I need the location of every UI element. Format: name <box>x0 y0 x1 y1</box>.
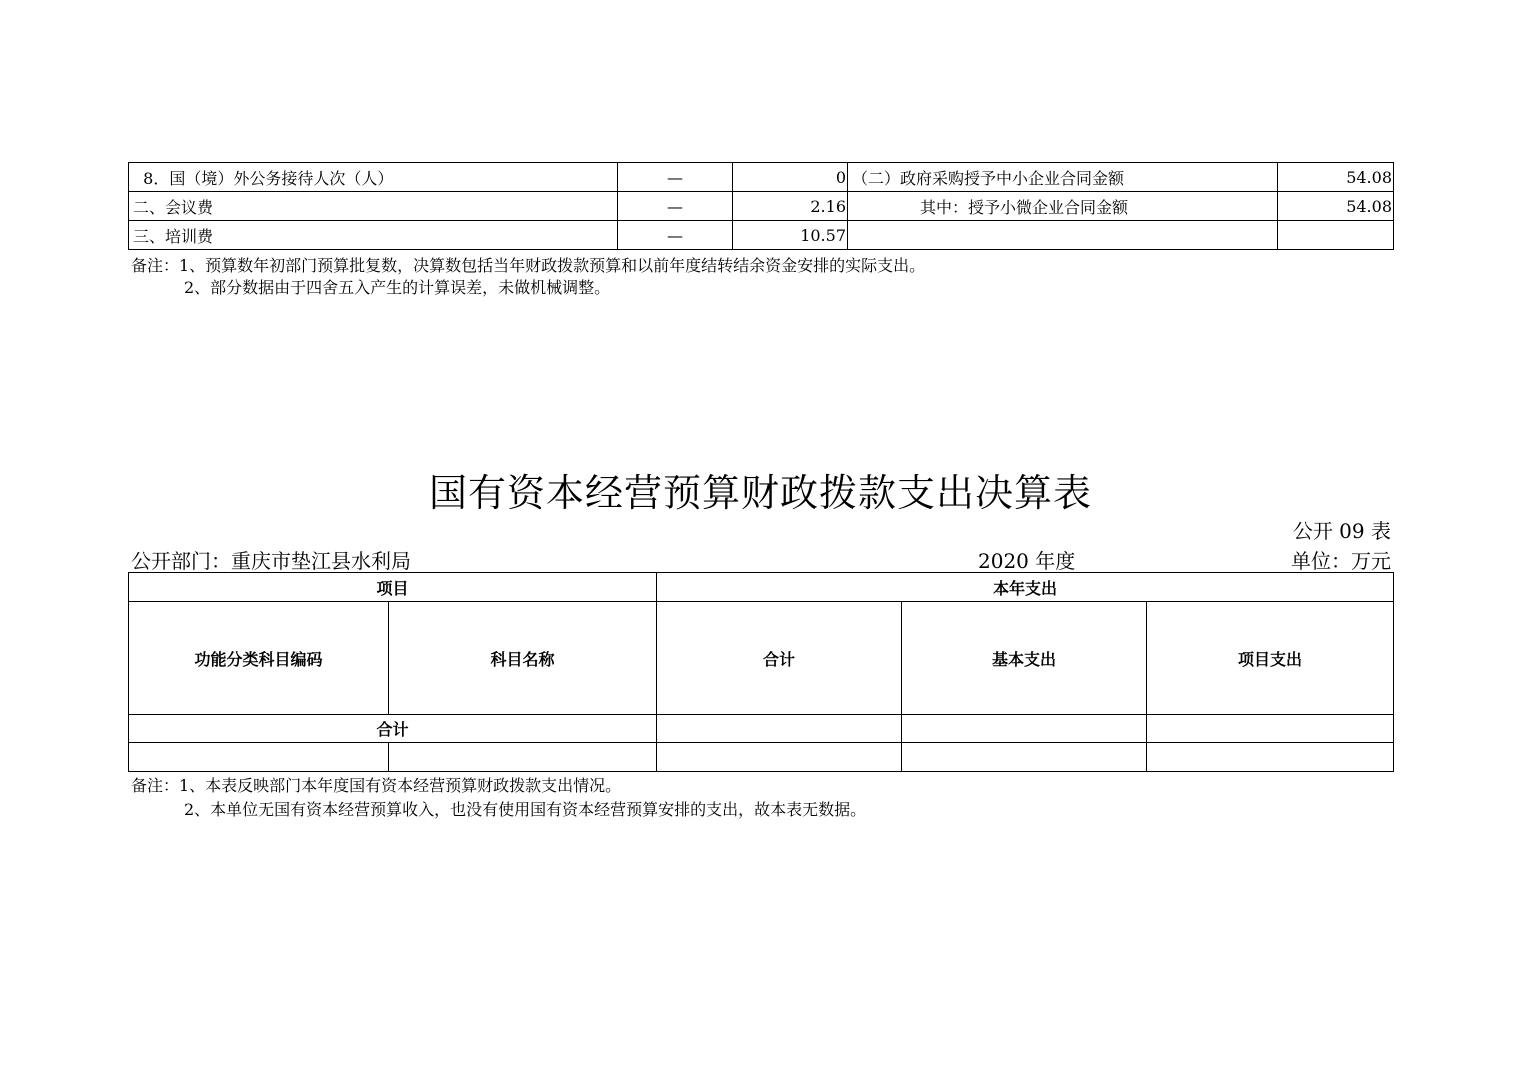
right-label: （二）政府采购授予中小企业合同金额 <box>848 163 1278 192</box>
col-basic: 基本支出 <box>902 602 1147 715</box>
column-header-row <box>129 602 1394 715</box>
empty-cell <box>657 743 902 772</box>
total-row <box>129 715 1394 743</box>
budget-dash: — <box>618 163 733 192</box>
table-row <box>129 192 1394 221</box>
empty-cell <box>902 743 1147 772</box>
header-row <box>129 573 1394 602</box>
empty-cell <box>389 743 657 772</box>
right-value: 54.08 <box>1278 163 1394 192</box>
row-label: 8．国（境）外公务接待人次（人） <box>129 163 618 192</box>
right-label <box>848 221 1278 250</box>
total-label: 合计 <box>129 715 657 743</box>
empty-cell <box>129 743 389 772</box>
total-cell <box>657 715 902 743</box>
state-capital-expenditure-table <box>128 572 1394 772</box>
top-note-2: 2、部分数据由于四舍五入产生的计算误差，未做机械调整。 <box>184 278 611 297</box>
table-row <box>129 743 1394 772</box>
budget-dash: — <box>618 192 733 221</box>
col-name: 科目名称 <box>389 602 657 715</box>
expense-summary-table <box>128 162 1394 250</box>
budget-dash: — <box>618 221 733 250</box>
header-current-year: 本年支出 <box>657 573 1394 602</box>
basic-cell <box>902 715 1147 743</box>
page-title: 国有资本经营预算财政拨款支出决算表 <box>428 471 1092 515</box>
right-value <box>1278 221 1394 250</box>
project-cell <box>1147 715 1394 743</box>
department: 公开部门：重庆市垫江县水利局 <box>131 549 411 573</box>
empty-cell <box>1147 743 1394 772</box>
actual-value: 10.57 <box>733 221 848 250</box>
row-label: 三、培训费 <box>129 221 618 250</box>
table-number: 公开 09 表 <box>1292 519 1391 543</box>
col-total: 合计 <box>657 602 902 715</box>
right-value: 54.08 <box>1278 192 1394 221</box>
actual-value: 0 <box>733 163 848 192</box>
col-code: 功能分类科目编码 <box>129 602 389 715</box>
header-item: 项目 <box>129 573 657 602</box>
col-project: 项目支出 <box>1147 602 1394 715</box>
bottom-note-2: 2、本单位无国有资本经营预算收入，也没有使用国有资本经营预算安排的支出，故本表无数据。 <box>184 800 867 819</box>
fiscal-year: 2020 年度 <box>978 549 1076 573</box>
table-row <box>129 163 1394 192</box>
actual-value: 2.16 <box>733 192 848 221</box>
row-label: 二、会议费 <box>129 192 618 221</box>
table-row <box>129 221 1394 250</box>
unit: 单位：万元 <box>1291 549 1391 573</box>
top-note-1: 备注：1、预算数年初部门预算批复数，决算数包括当年财政拨款预算和以前年度结转结余资金安排的实际支出。 <box>131 256 926 275</box>
bottom-note-1: 备注：1、本表反映部门本年度国有资本经营预算财政拨款支出情况。 <box>131 776 622 795</box>
right-label: 其中：授予小微企业合同金额 <box>848 192 1278 221</box>
